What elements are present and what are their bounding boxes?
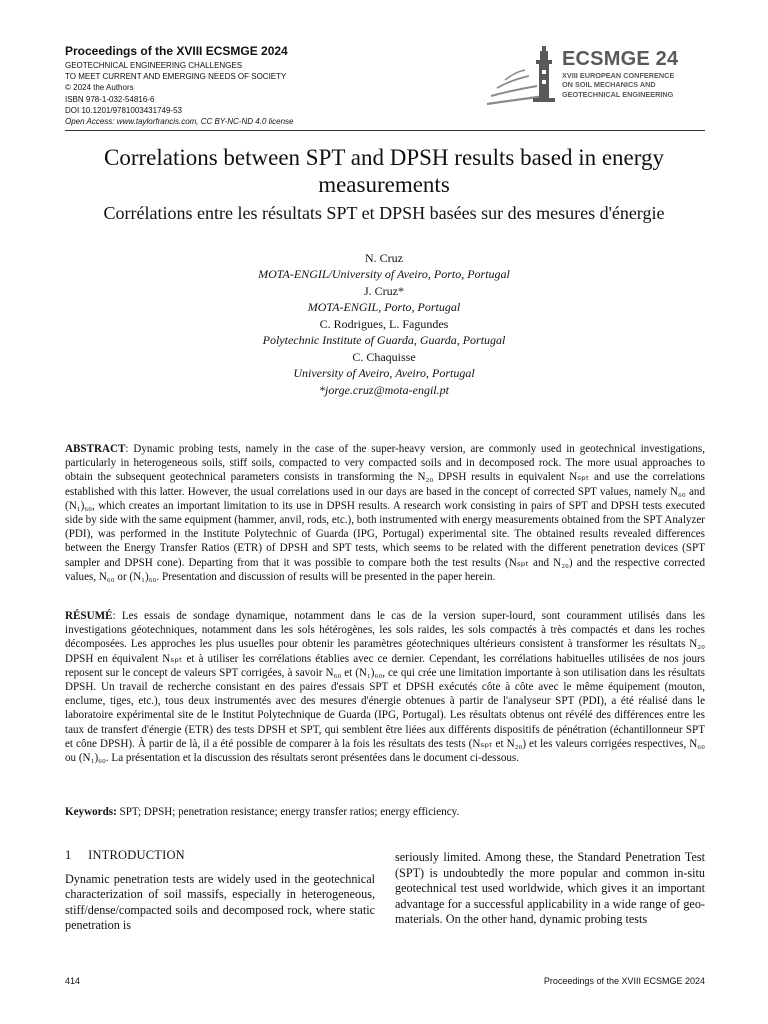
author-affiliation: Polytechnic Institute of Guarda, Guarda, Portugal (262, 332, 506, 347)
conference-logo-subtitle (562, 71, 712, 99)
abstract-label: ABSTRACT (65, 443, 126, 455)
copyright-line: © 2024 the Authors (65, 83, 134, 93)
logo-subtitle-line: XVIII EUROPEAN CONFERENCE (562, 71, 675, 80)
corresponding-email[interactable]: *jorge.cruz@mota-engil.pt (319, 383, 449, 397)
abstract (65, 442, 705, 584)
paper-subtitle: Corrélations entre les résultats SPT et DPSH basées sur des mesures d'énergie (103, 203, 665, 223)
abstract-text: : Dynamic probing tests, namely in the case of the super-heavy version, are commonly used in geotechnical investigations, particularly in heterogeneous soils, stiff soils, compacted to very compacted soils and in decomposed rock. The more usual approaches to obtain the subsequent geotechnical parameters consists in transforming the N₂₀ DPSH results in equivalent Nₛₚₜ and use the correlations established with this latter. However, the usual correlations used in our days are based in the concept of corrected SPT values, namely N₆₀ and (N₁)₆₀, which creates an important limitation to its use in DPSH results. A research work consisting in pairs of SPT and DPSH tests executed side by side with the same equipment (hammer, anvil, rods, etc.), both instrumented with energy measurements obtained from the SPT Analyzer (PDI), was performed in the Institute Polytechnic of Guarda (IPG, Portugal) experimental site. The obtained results revealed differences between the Energy Transfer Ratios (ETR) of DPSH and SPT tests, which seems to be related with the different penetration devices (SPT sampler and DPSH cone). Departing from that it was possible to compare both the test results (Nₛₚₜ and N₂₀) and the respective corrected values, N₆₀ or (N₁)₆₀. Presentation and discussion of results will be presented in the paper herein. (65, 443, 705, 583)
intro-paragraph-left: Dynamic penetration tests are widely used in the geotechnical characterization of soil massifs, especially in heterogeneous, stiff/dense/compacted soils and decomposed rock, where static penetration is (65, 871, 375, 932)
logo-subtitle-line: ON SOIL MECHANICS AND (562, 80, 656, 90)
author-name: C. Rodrigues, L. Fagundes (319, 317, 449, 331)
resume-label: RÉSUMÉ (65, 610, 113, 622)
lighthouse-logo-icon (485, 44, 561, 108)
author-block (0, 251, 768, 282)
left-column (65, 848, 375, 934)
resume-text: : Les essais de sondage dynamique, notamment dans le cas de la version super-lourd, sont couramment utilisés dans les investigations géotechniques, notamment dans les sols hétérogènes, les sols raides, les sols compactés à très compactés et dans les roches décomposées. Les approches les plus usuelles pour obtenir les paramètres géotechniques ultérieurs consistent à transformer les résultats N₂₀ DPSH en équivalent Nₛₚₜ et à utiliser les corrélations établies avec ce dernier. Cependant, les corrélations habituelles utilisées de nos jours reposent sur le concept de valeurs SPT corrigées, à savoir N₆₀ et (N₁)₆₀, ce qui crée une limitation importante à son utilisation dans les résultats DPSH. Un travail de recherche consistant en des paires d'essais SPT et DPSH exécutés côte à côte avec le même équipement (mouton, enclume, tiges, etc.), tous deux instrumentés avec des mesures d'énergie obtenues à partir de l'analyseur SPT (PDI), a été réalisé dans le laboratoire expérimental site de le Institut Polytechnique de Guarda (IPG, Portugal). Les résultats obtenus ont révélé des différences entre les taux de transfert d'énergie (ETR) des tests DPSH et SPT, qui semblent être liées aux différents dispositifs de pénétration (échantillonneur SPT et cône DPSH). À partir de là, il a été possible de comparer à la fois les résultats des tests (Nₛₚₜ et N₂₀) et les valeurs corrigées respectives, N₆₀ ou (N₁)₆₀. La présentation et la discussion des résultats seront présentées dans le document ci-dessous. (65, 610, 705, 765)
conference-logo (485, 44, 705, 108)
right-column (395, 850, 705, 928)
doi-line: DOI 10.1201/9781003431749-53 (65, 105, 182, 115)
conference-logo-title: ECSMGE 24 (562, 48, 679, 70)
author-affiliation: University of Aveiro, Aveiro, Portugal (293, 365, 475, 380)
proceedings-line: GEOTECHNICAL ENGINEERING CHALLENGES (65, 61, 243, 70)
author-block (0, 284, 768, 315)
paper-title: Correlations between SPT and DPSH results based in energy measurements (103, 145, 665, 197)
author-block (0, 317, 768, 348)
author-affiliation: MOTA-ENGIL, Porto, Portugal (307, 299, 461, 314)
proceedings-title: Proceedings of the XVIII ECSMGE 2024 (65, 44, 288, 58)
keywords-text: SPT; DPSH; penetration resistance; energy transfer ratios; energy efficiency. (116, 806, 460, 818)
proceedings-info (65, 44, 395, 127)
page-number: 414 (65, 976, 81, 986)
open-access-line: Open Access: www.taylorfrancis.com, CC BY-NC-ND 4.0 license (65, 117, 294, 127)
keywords (65, 805, 705, 819)
author-name: N. Cruz (365, 251, 403, 265)
page-header (65, 44, 705, 131)
footer-proceedings: Proceedings of the XVIII ECSMGE 2024 (543, 976, 705, 986)
author-list (0, 251, 768, 399)
author-block (0, 350, 768, 381)
author-name: J. Cruz* (364, 284, 404, 298)
isbn-line: ISBN 978-1-032-54816-6 (65, 94, 155, 104)
resume (65, 609, 705, 765)
proceedings-line: TO MEET CURRENT AND EMERGING NEEDS OF SOCIETY (65, 72, 287, 82)
keywords-label: Keywords: (65, 806, 117, 818)
intro-paragraph-right: seriously limited. Among these, the Standard Penetration Test (SPT) is undoubtedly the more popular and common in-situ geotechnical test used worldwide, which gives it an important advantage for a successful applicability in a wide range of geo-materials. On the other hand, dynamic probing tests (395, 850, 705, 926)
section-heading: 1 INTRODUCTION (65, 848, 185, 862)
author-affiliation: MOTA-ENGIL/University of Aveiro, Porto, Portugal (258, 266, 510, 281)
author-name: C. Chaquisse (352, 350, 416, 364)
logo-subtitle-line: GEOTECHNICAL ENGINEERING (562, 89, 674, 99)
